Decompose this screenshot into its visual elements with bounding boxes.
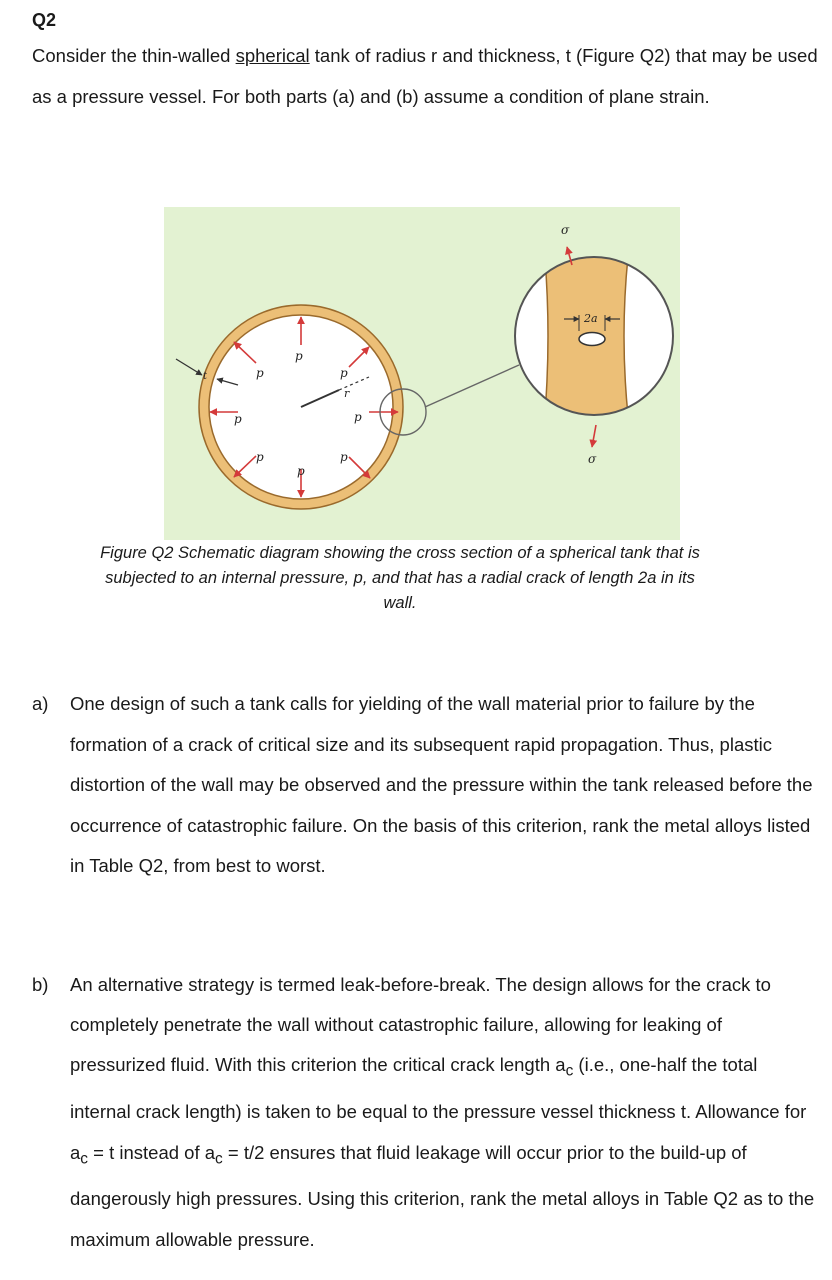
- label-p-bottom: p: [297, 464, 305, 478]
- intro-underlined-word: spherical: [235, 45, 310, 66]
- magnifier-connector: [425, 365, 519, 407]
- part-a-label: a): [32, 693, 49, 714]
- label-p-left: p: [234, 412, 242, 426]
- part-b-sub-2: c: [80, 1150, 88, 1168]
- label-p-top: p: [295, 349, 303, 363]
- thickness-pointer-outer: [176, 359, 202, 375]
- crack: [579, 333, 605, 346]
- part-b-sub-1: c: [565, 1063, 574, 1081]
- label-stress-top: σ: [561, 223, 570, 237]
- part-a-text: One design of such a tank calls for yielding of the wall material prior to failure by the formation of a crack of critical size and its subsequent rapid propagation. Thus, plastic distortion of the wall may be observed and the pressure within the tank released before the occurrence of catastrophic failure. On the basis of this criterion, rank the metal alloys listed in Table Q2, from best to worst.: [70, 693, 813, 876]
- label-radius: r: [344, 387, 350, 400]
- part-b: [32, 965, 822, 1260]
- label-p-upper-left: p: [256, 366, 264, 380]
- label-crack-length: 2a: [584, 312, 598, 325]
- label-p-upper-right: p: [340, 366, 348, 380]
- label-p-lower-left: p: [256, 450, 264, 464]
- intro-text-end: tank of radius r and thickness, t (Figure Q2) that may be used as a pressure vessel. For both parts (a) and (b) assume a condition of plane strain.: [32, 45, 818, 107]
- label-p-lower-right: p: [340, 450, 348, 464]
- part-b-label: b): [32, 974, 49, 995]
- label-thickness: t: [203, 371, 208, 382]
- label-stress-bottom: σ: [588, 452, 597, 466]
- label-p-right: p: [354, 410, 362, 424]
- question-title: Q2: [32, 10, 57, 30]
- part-b-text-1: An alternative strategy is termed leak-before-break. The design allows for the crack to completely penetrate the wall without catastrophic failure, allowing for leaking of pressurized fluid. With this criterion the critical crack length a: [70, 974, 771, 1076]
- magnified-crack-view: [515, 247, 673, 425]
- figure-caption: Figure Q2 Schematic diagram showing the cross section of a spherical tank that is subjected to an internal pressure, p, and that has a radial crack of length 2a in its wall.: [100, 544, 700, 612]
- part-a: [32, 684, 822, 887]
- stress-arrow-bottom: [592, 425, 596, 447]
- figure-q2: [164, 207, 680, 540]
- part-b-text: [70, 965, 822, 1260]
- part-b-sub-3: c: [215, 1150, 223, 1168]
- question-intro: [32, 36, 822, 117]
- part-b-text-3: = t instead of a: [88, 1141, 216, 1163]
- part-b-text-4: = t/2 ensures that fluid leakage will occur prior to the build-up of dangerously high pressures. Using this criterion, rank the metal alloys in Table Q2 as to the maximum allowable pressure.: [70, 1141, 815, 1250]
- intro-text-start: Consider the thin-walled: [32, 45, 236, 66]
- tank-diagram: [164, 207, 680, 540]
- part-b-text-2: (i.e., one-half the total internal crack length) is taken to be equal to the pressure vessel thickness t. Allowance for a: [70, 1054, 807, 1163]
